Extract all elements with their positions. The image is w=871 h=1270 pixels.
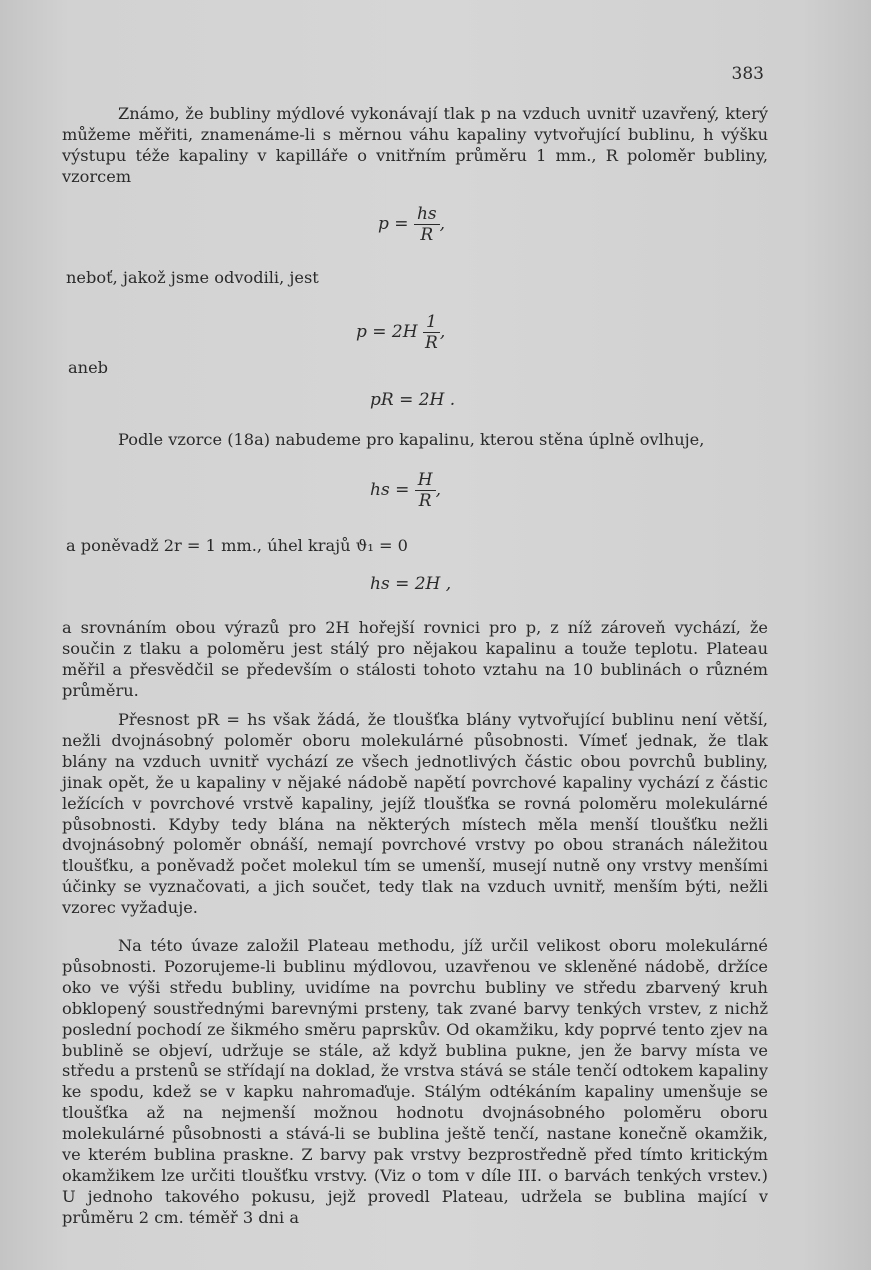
eq1-denominator: R: [420, 225, 434, 245]
eq4-tail: ,: [435, 480, 441, 500]
eq4-numerator: H: [415, 470, 436, 491]
equation-hs-2h: hs = 2H ,: [370, 574, 452, 594]
eq2-lhs: p = 2H: [356, 322, 418, 342]
eq4-denominator: R: [418, 491, 432, 511]
paragraph-plateau-method-text: Na této úvaze založil Plateau methodu, jíž určil velikost oboru molekulárné působnosti. Pozorujeme-li bublinu mýdlovou, uzavřenou ve skleněné nádobě, držíce oko ve výši středu bubliny, uvidíme na povrchu bubliny ve středu zbarvený kruh obklopený soustřednými barevnými prsteny, tak zvané barvy tenkých vrstev, z nichž poslední pochodí ze šikmého směru paprskův. Od okamžiku, kdy poprvé tento zjev na bublině se objeví, udržuje se stále, až když bublina pukne, jen že barvy místa ve středu a prstenů se střídají na doklad, že vrstva stává se stále tenčí odtokem kapaliny ke spodu, kdež se v kapku nahromaďuje. Stálým odtékáním kapaliny umenšuje se tloušťka až na nejmenší možnou hodnotu dvojnásobného poloměru oboru molekulárné působnosti a stává-li se bublina ještě tenčí, nastane konečně okamžik, ve kterém bublina praskne. Z barvy pak vrstvy bezprostředně před tímto kritickým okamžikem lze určiti tloušťku vrstvy. (Viz o tom v díle III. o barvách tenkých vrstev.) U jednoho takového pokusu, jejž provedl Plateau, udržela se bublina mající v průměru 2 cm. téměř 3 dni a: [62, 936, 768, 1227]
eq1-numerator: hs: [414, 204, 440, 225]
eq4-fraction: [415, 470, 436, 511]
paragraph-formula-18a-text: Podle vzorce (18a) nabudeme pro kapalinu, kterou stěna úplně ovlhuje,: [118, 430, 705, 449]
paragraph-precision-text: Přesnost pR = hs však žádá, že tloušťka blány vytvořující bublinu není větší, nežli dvojnásobný poloměr oboru molekulárné působnosti. Vímeť jednak, že tlak blány na vzduch uvnitř vychází ze všech jednotlivých částic obou povrchů bubliny, jinak opět, že u kapaliny v nějaké nádobě napětí povrchové kapaliny vychází z částic ležících v povrchové vrstvě kapaliny, jejíž tloušťka se rovná poloměru molekulárné působnosti. Kdyby tedy blána na některých místech měla menší tloušťku nežli dvojnásobný poloměr obnáší, nemají povrchové vrstvy po obou stranách náležitou tloušťku, a poněvadž počet molekul tím se umenší, musejí nutně ony vrstvy menšími účinky se vyznačovati, a jich součet, tedy tlak na vzduch uvnitř, menším býti, nežli vzorec vyžaduje.: [62, 710, 768, 918]
paragraph-transition: neboť, jakož jsme odvodili, jest: [66, 268, 319, 287]
eq2-denominator: R: [424, 333, 438, 353]
eq1-tail: ,: [439, 214, 446, 234]
eq2-tail: ,: [439, 322, 446, 342]
paragraph-comparison: a srovnáním obou výrazů pro 2H hořejší rovnici pro p, z níž zároveň vychází, že součin z tlaku a poloměru jest stálý pro nějakou kapalinu a touže teplotu. Plateau měřil a přesvědčil se především o stálosti tohoto vztahu na 10 bublinách o různém průměru.: [62, 618, 768, 700]
label-aneb: aneb: [68, 358, 109, 377]
equation-p-2h-over-r: [356, 312, 445, 353]
eq2-numerator: 1: [423, 312, 440, 333]
paragraph-intro-text: Známo, že bubliny mýdlové vykonávají tlak p na vzduch uvnitř uzavřený, který můžeme měřiti, znamenáme-li s měrnou váhu kapaliny vytvořující bublinu, h výšku výstupu téže kapaliny v kapilláře o vnitřním průměru 1 mm., R poloměr bubliny, vzorcem: [62, 104, 768, 186]
paragraph-diameter: a poněvadž 2r = 1 mm., úhel krajů ϑ₁ = 0: [66, 536, 408, 555]
eq1-fraction: [414, 204, 440, 245]
paragraph-plateau-method: [62, 936, 768, 1229]
paragraph-precision: [62, 710, 768, 919]
eq1-lhs: p =: [378, 214, 409, 234]
equation-p-hs-over-r: [378, 204, 445, 245]
paragraph-formula-18a: [62, 430, 768, 451]
eq2-fraction: [423, 312, 440, 353]
equation-pr-2h: pR = 2H .: [370, 390, 456, 410]
eq4-lhs: hs =: [370, 480, 410, 500]
page-number: 383: [731, 64, 764, 84]
paragraph-intro: [62, 104, 768, 188]
equation-hs-h-over-r: [370, 470, 441, 511]
